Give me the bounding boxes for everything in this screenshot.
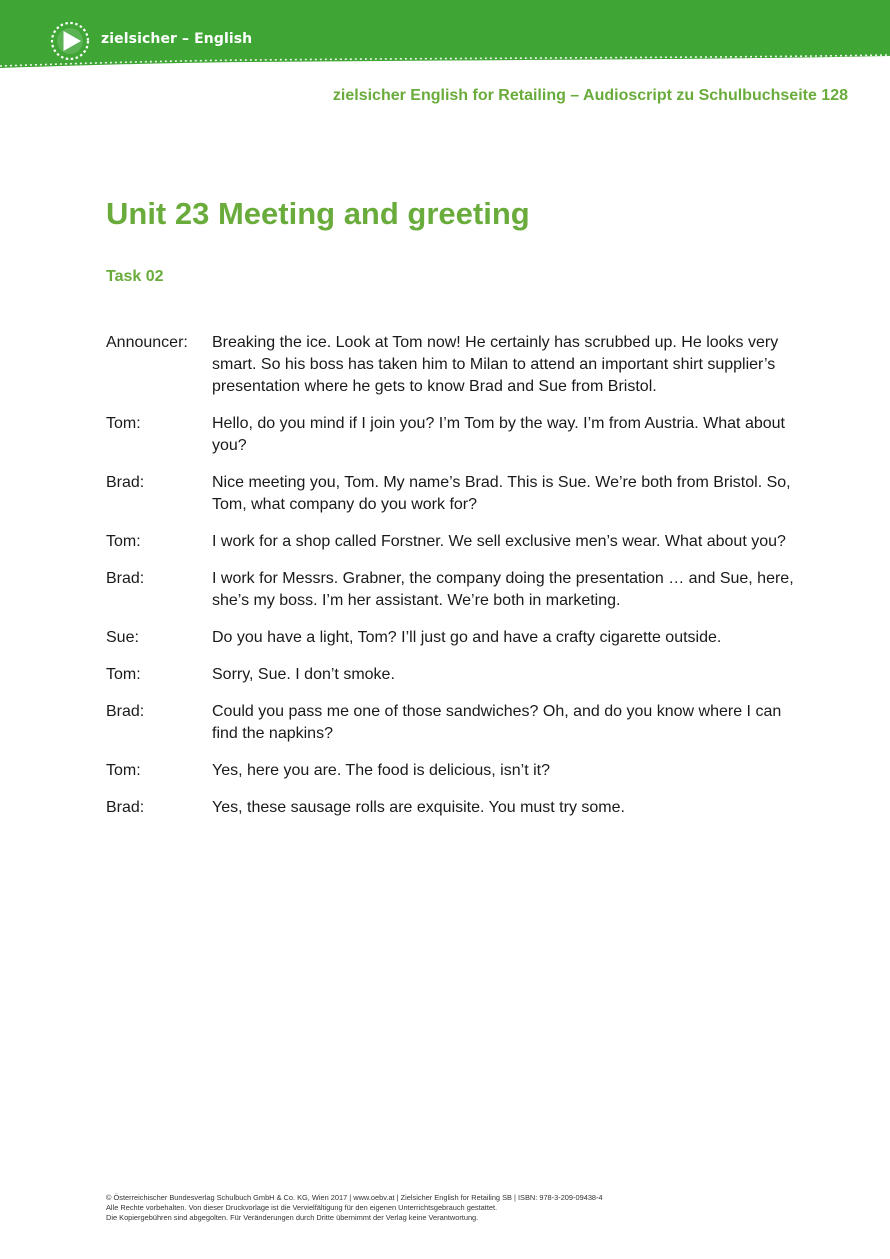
utterance-text: Yes, here you are. The food is delicious, isn’t it? xyxy=(212,762,550,779)
speaker-label: Brad: xyxy=(106,703,145,720)
speaker-label: Tom: xyxy=(106,762,141,779)
speaker-label: Tom: xyxy=(106,666,141,683)
dialogue-line xyxy=(106,797,796,819)
utterance-text: I work for a shop called Forstner. We sell exclusive men’s wear. What about you? xyxy=(212,533,786,550)
brand-name: zielsicher – English xyxy=(101,31,253,47)
speaker-label: Announcer: xyxy=(106,334,188,351)
dialogue-line xyxy=(106,760,796,782)
speaker-label: Sue: xyxy=(106,629,139,646)
dialogue-line xyxy=(106,413,796,457)
utterance-text: Do you have a light, Tom? I’ll just go and have a crafty cigarette outside. xyxy=(212,629,722,646)
dialogue-line xyxy=(106,332,796,398)
speaker-label: Tom: xyxy=(106,415,141,432)
dialogue-line xyxy=(106,664,796,686)
speaker-label: Brad: xyxy=(106,570,145,587)
header-banner xyxy=(0,0,890,78)
unit-title: Unit 23 Meeting and greeting xyxy=(106,196,530,231)
task-label: Task 02 xyxy=(106,268,164,285)
footer-line: © Österreichischer Bundesverlag Schulbuch GmbH & Co. KG, Wien 2017 | www.oebv.at | Zielsicher English for Retailing SB | ISBN: 978-3-209-09438-4 xyxy=(106,1193,603,1202)
utterance-text: Could you pass me one of those sandwiches? Oh, and do you know where I can find the napkins? xyxy=(212,703,782,742)
footer-line: Die Kopiergebühren sind abgegolten. Für Veränderungen durch Dritte übernimmt der Verlag keine Verantwortung. xyxy=(106,1213,479,1222)
copyright-footer xyxy=(106,1193,603,1223)
utterance-text: Sorry, Sue. I don’t smoke. xyxy=(212,666,395,683)
dialogue-line xyxy=(106,568,796,612)
dialogue-line xyxy=(106,531,796,553)
dialogue-line xyxy=(106,472,796,516)
dialogue-line xyxy=(106,627,796,649)
footer-line: Alle Rechte vorbehalten. Von dieser Druckvorlage ist die Vervielfältigung für den eigenen Unterrichtsgebrauch gestattet. xyxy=(106,1203,498,1212)
speaker-label: Tom: xyxy=(106,533,141,550)
utterance-text: Hello, do you mind if I join you? I’m Tom by the way. I’m from Austria. What about you? xyxy=(212,415,785,454)
dialogue-line xyxy=(106,701,796,745)
utterance-text: Breaking the ice. Look at Tom now! He certainly has scrubbed up. He looks very smart. So his boss has taken him to Milan to attend an important shirt supplier’s presentation where he gets to know Brad and Sue from Bristol. xyxy=(212,334,779,395)
utterance-text: I work for Messrs. Grabner, the company doing the presentation … and Sue, here, she’s my boss. I’m her assistant. We’re both in marketing. xyxy=(212,570,794,609)
document-subtitle: zielsicher English for Retailing – Audioscript zu Schulbuchseite 128 xyxy=(332,87,848,104)
dialogue xyxy=(106,332,796,834)
speaker-label: Brad: xyxy=(106,799,145,816)
speaker-label: Brad: xyxy=(106,474,145,491)
utterance-text: Yes, these sausage rolls are exquisite. You must try some. xyxy=(212,799,625,816)
utterance-text: Nice meeting you, Tom. My name’s Brad. This is Sue. We’re both from Bristol. So, Tom, what company do you work for? xyxy=(212,474,791,513)
